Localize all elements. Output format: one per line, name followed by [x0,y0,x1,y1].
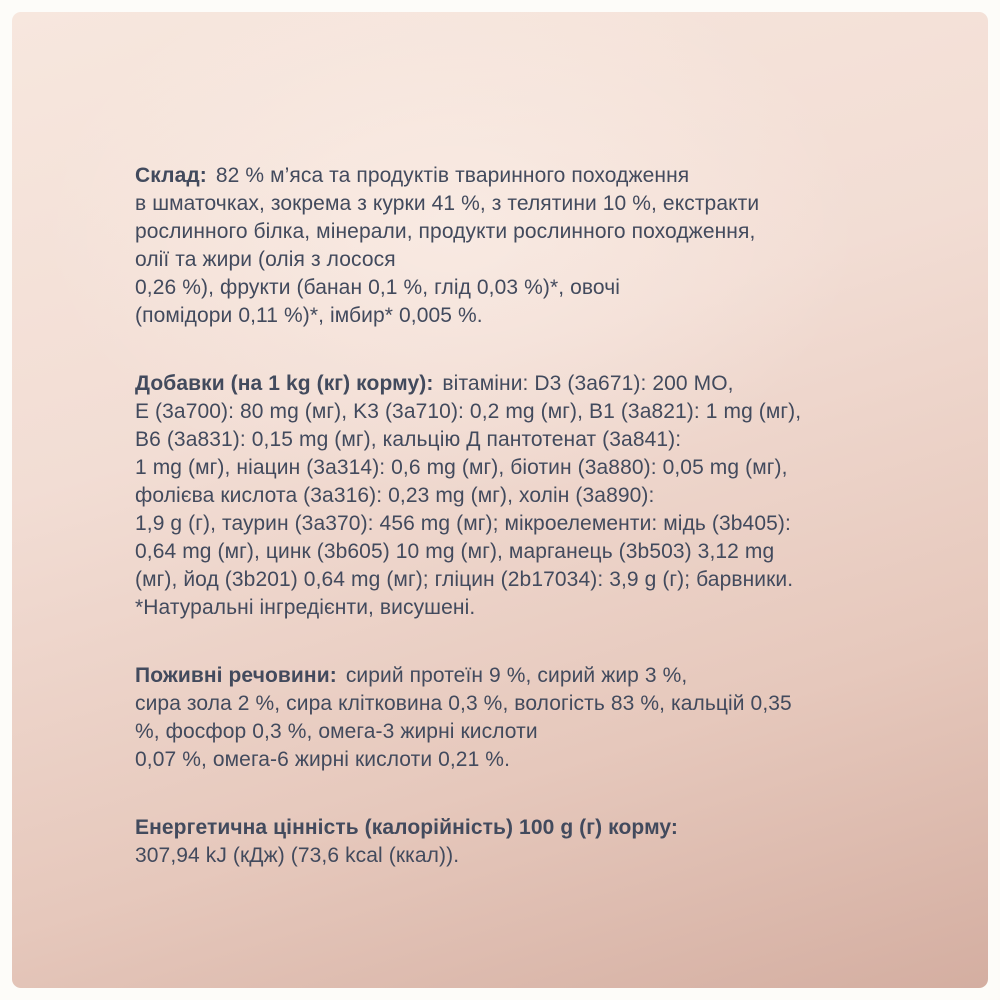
text-line: %, фосфор 0,3 %, омега-3 жирні кислоти [135,720,538,743]
section-additives [135,370,915,622]
section-additives-intro: вітаміни: D3 (3а671): 200 МО, [442,372,734,395]
text-line: E (3а700): 80 mg (мг), K3 (3а710): 0,2 mg (мг), B1 (3а821): 1 mg (мг), [135,400,802,423]
text-line: 307,94 kJ (кДж) (73,6 kcal (ккал)). [135,844,460,867]
section-energy-heading: Енергетична цінність (калорійність) 100 g (г) корму: [135,816,679,839]
text-line: фолієва кислота (3а316): 0,23 mg (мг), холін (3а890): [135,484,655,507]
label-content [135,162,915,870]
section-nutrients [135,662,915,774]
section-composition [135,162,915,330]
text-line: 0,26 %), фрукти (банан 0,1 %, глід 0,03 %)*, овочі [135,276,621,299]
section-nutrients-heading: Поживні речовини: [135,664,337,687]
text-line: 0,07 %, омега-6 жирні кислоти 0,21 %. [135,748,511,771]
text-line [135,370,915,398]
section-nutrients-intro: сирий протеїн 9 %, сирий жир 3 %, [345,664,688,687]
section-additives-heading: Добавки (на 1 kg (кг) корму): [135,372,434,395]
label-panel [12,12,988,988]
text-line: сира зола 2 %, сира клітковина 0,3 %, вологість 83 %, кальцій 0,35 [135,692,792,715]
text-line: (мг), йод (3b201) 0,64 mg (мг); гліцин (2b17034): 3,9 g (г); барвники. [135,568,794,591]
text-line: (помідори 0,11 %)*, імбир* 0,005 %. [135,304,483,327]
text-line [135,814,915,842]
text-line: 1,9 g (г), таурин (3а370): 456 mg (мг); мікроелементи: мідь (3b405): [135,512,791,535]
section-composition-heading: Склад: [135,164,207,187]
text-line: B6 (3а831): 0,15 mg (мг), кальцію Д пантотенат (3а841): [135,428,682,451]
text-line [135,662,915,690]
footnote-line: *Натуральні інгредієнти, висушені. [135,596,476,619]
text-line: 1 mg (мг), ніацин (3а314): 0,6 mg (мг), біотин (3а880): 0,05 mg (мг), [135,456,788,479]
section-composition-intro: 82 % м’яса та продуктів тваринного походження [215,164,690,187]
text-line: 0,64 mg (мг), цинк (3b605) 10 mg (мг), марганець (3b503) 3,12 mg [135,540,775,563]
section-energy [135,814,915,870]
text-line: рослинного білка, мінерали, продукти рослинного походження, [135,220,756,243]
text-line: олії та жири (олія з лосося [135,248,396,271]
text-line [135,162,915,190]
text-line: в шматочках, зокрема з курки 41 %, з телятини 10 %, екстракти [135,192,760,215]
